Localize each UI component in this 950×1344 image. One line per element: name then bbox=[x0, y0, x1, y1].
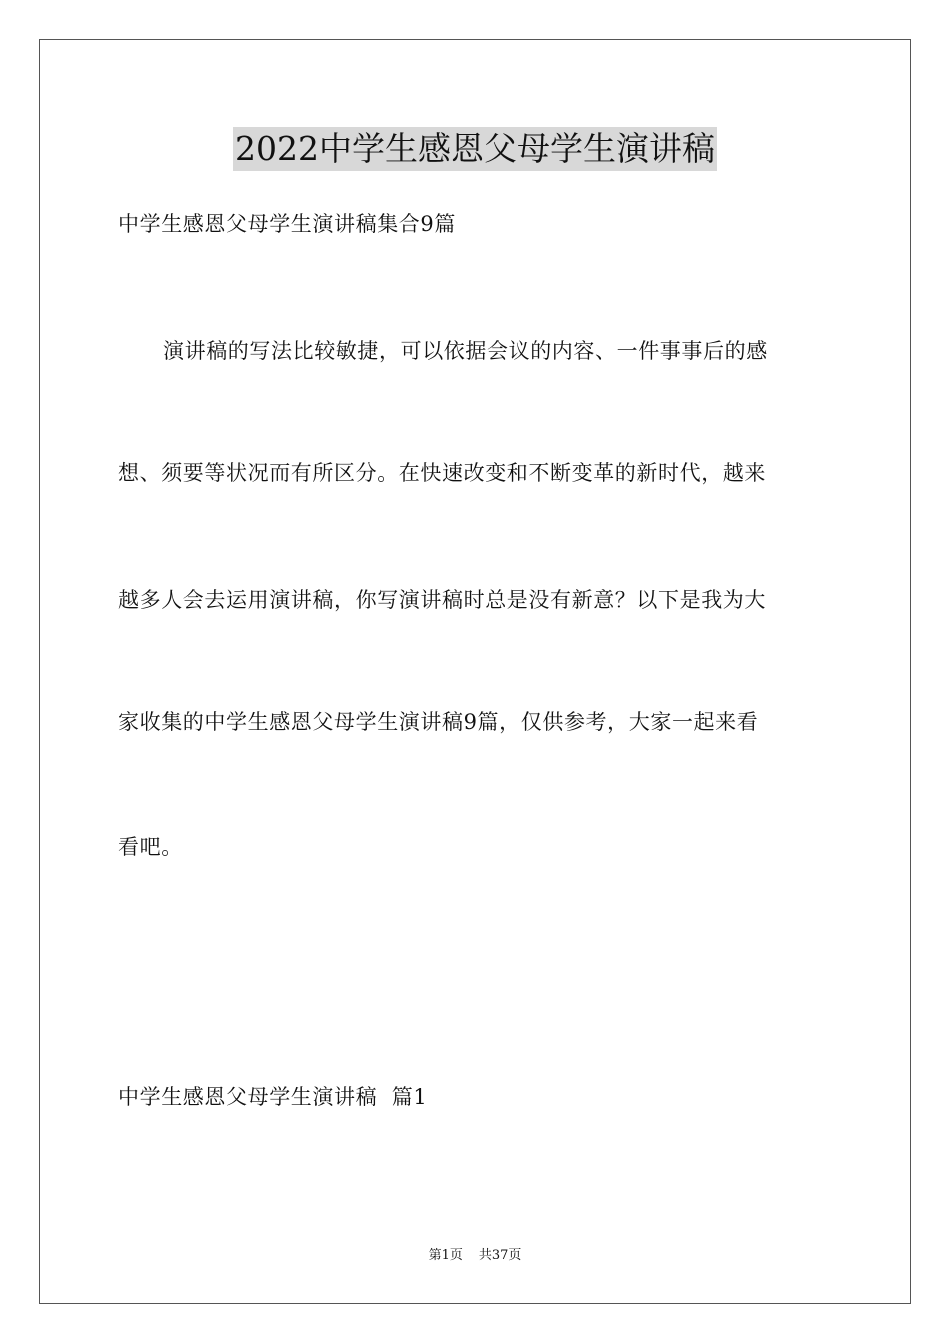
document-title: 2022中学生感恩父母学生演讲稿 bbox=[233, 127, 717, 171]
title-container bbox=[0, 127, 950, 171]
page-number: 第1页 bbox=[428, 1248, 463, 1263]
paragraph-line-5: 看吧。 bbox=[118, 835, 183, 859]
section-heading: 中学生感恩父母学生演讲稿 篇1 bbox=[118, 1085, 428, 1109]
paragraph-line-1: 演讲稿的写法比较敏捷，可以依据会议的内容、一件事事后的感 bbox=[163, 339, 768, 363]
page-footer bbox=[0, 1247, 950, 1265]
paragraph-line-2: 想、须要等状况而有所区分。在快速改变和不断变革的新时代，越来 bbox=[118, 461, 766, 485]
page-total: 共37页 bbox=[478, 1248, 522, 1263]
document-subtitle: 中学生感恩父母学生演讲稿集合9篇 bbox=[118, 212, 456, 236]
paragraph-line-3: 越多人会去运用演讲稿，你写演讲稿时总是没有新意？以下是我为大 bbox=[118, 588, 766, 612]
paragraph-line-4: 家收集的中学生感恩父母学生演讲稿9篇，仅供参考，大家一起来看 bbox=[118, 710, 759, 734]
